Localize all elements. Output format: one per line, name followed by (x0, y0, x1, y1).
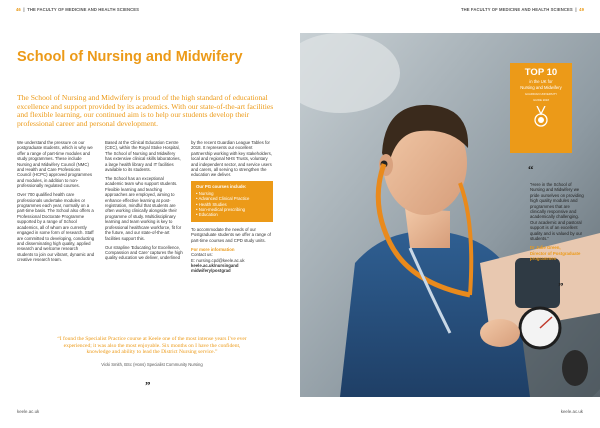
running-header-right: THE FACULTY OF MEDICINE AND HEALTH SCIENCES | 49 (460, 7, 584, 12)
badge-source-1: GUARDIAN UNIVERSITY (524, 92, 558, 96)
body-paragraph: To accommodate the needs of our Postgraduate students we offer a range of part-time courses and CPD study units. (191, 226, 271, 243)
pg-course-item: • Advanced Clinical Practice (196, 196, 250, 202)
pg-course-item: • Nursing (196, 190, 214, 196)
body-paragraph: Our strapline 'Educating for Excellence, Compassion and Care' captures the high quality education we deliver, underlined (105, 244, 183, 261)
director-name: Dr Julie Green, (530, 245, 561, 251)
badge-source-2: GUIDE 2018 (533, 98, 549, 103)
open-quote-mark: “ (528, 164, 534, 176)
contact-heading: For more information (191, 246, 235, 252)
close-quote-mark: ” (145, 380, 151, 392)
page-title: School of Nursing and Midwifery (17, 49, 243, 65)
contact-url-link-cont[interactable]: midwifery/postgrad (191, 268, 231, 274)
top-10-badge (510, 63, 572, 153)
footer-url-right[interactable]: keele.ac.uk (560, 409, 583, 414)
award-medal-icon (534, 106, 548, 128)
body-paragraph: The School has an exceptional academic team who support students. Flexible learning and teaching approaches are employed, aiming to enhance effective learning at post-registration, mindful that students are often working clinically alongside their programme of study. Multidisciplinary learning and team working is key to professional healthcare workforce, fit for the future, and our state-of-the-art facilities support this. (105, 176, 182, 241)
badge-line-1: in the UK for (529, 79, 553, 84)
pg-course-item: • Education (196, 212, 218, 218)
testimonial-author: Vicki Smith, BSc (Hons) Specialist Community Nursing (101, 362, 203, 368)
close-quote-mark-side: ” (558, 281, 564, 293)
badge-title: TOP 10 (524, 67, 558, 78)
pg-courses-title: Our PG courses include: (196, 184, 247, 190)
page-number-left: 46 (16, 7, 21, 12)
page-number-right: 49 (579, 7, 584, 12)
header-title-left: THE FACULTY OF MEDICINE AND HEALTH SCIENCES (27, 7, 140, 12)
director-quote (530, 182, 586, 262)
testimonial-text: “I found the Specialist Practice course at Keele one of the most intense years I've ever experienced; it was also the most enjoyable. Six months on I have the confident, knowledge and ability to lead the District Nursing service.” (57, 336, 247, 356)
pg-courses-list (196, 191, 268, 218)
contact-info (191, 247, 273, 274)
pg-courses-box (191, 181, 273, 221)
body-column-3 (191, 140, 273, 274)
badge-line-2: Nursing and Midwifery (520, 85, 562, 90)
body-paragraph: Over 700 qualified health care professionals undertake modules or programmes each year, normally on a part-time basis. The School also offers a Professional Doctorate Programme supported by a range of School academics, all of whom are currently engaged in some form of research. Staff are committed to developing, conducting and disseminating high quality, applied research and welcome research students to join our vibrant, dynamic and creative research team. (17, 192, 95, 263)
footer-url-left[interactable]: keele.ac.uk (17, 409, 40, 414)
pg-course-item: • Non-medical prescribing (196, 207, 246, 213)
running-header-left: 46 | THE FACULTY OF MEDICINE AND HEALTH SCIENCES (16, 7, 140, 12)
body-paragraph: Based at the Clinical Education Centre (CEC), within the Royal Stoke Hospital, The School of Nursing and Midwifery has extensive clinical skills laboratories, a large health library and IT facilities available to its students. (105, 140, 181, 173)
body-column-2 (105, 140, 183, 264)
contact-label: Contact us: (191, 252, 213, 258)
pg-course-item: • Health Studies (196, 201, 227, 207)
contact-url-link[interactable]: keele.ac.uk/nursingand (191, 262, 239, 268)
contact-email-link[interactable]: E: nursing.cpd@keele.ac.uk (191, 257, 245, 263)
body-paragraph: We understand the pressure on our postgraduate students, which is why we offer a range of part-time modules and study programmes. These include Nursing and Midwifery Council (NMC) and Health and Care Professions Council (HCPC) approved programmes and modules, in addition to non-professionally regulated courses. (17, 140, 93, 189)
intro-paragraph: The School of Nursing and Midwifery is proud of the high standard of educational excellence and support provided by its academics. With our state-of-the-art facilities and flexible learning, our continued aim is to help our students develop their professional career and personal development. (17, 93, 274, 129)
body-paragraph: by the recent Guardian League Tables for 2018. It represents our excellent partnership working with key stakeholders, local and regional NHS Trusts, voluntary and independent sector, and service users and carers, all serving to strengthen the education we deliver. (191, 140, 272, 178)
body-column-1 (17, 140, 95, 266)
director-role: Director of Postgraduate programmes (530, 250, 581, 262)
director-quote-text: “Here in the School of Nursing and Midwifery we pride ourselves on providing high quality modules and programmes that are clinically responsive and academically challenging. Our academic and pastoral support is of an excellent quality and is valued by our students.” (530, 182, 584, 242)
testimonial-quote (56, 336, 248, 367)
header-title-right: THE FACULTY OF MEDICINE AND HEALTH SCIENCES (460, 7, 573, 12)
